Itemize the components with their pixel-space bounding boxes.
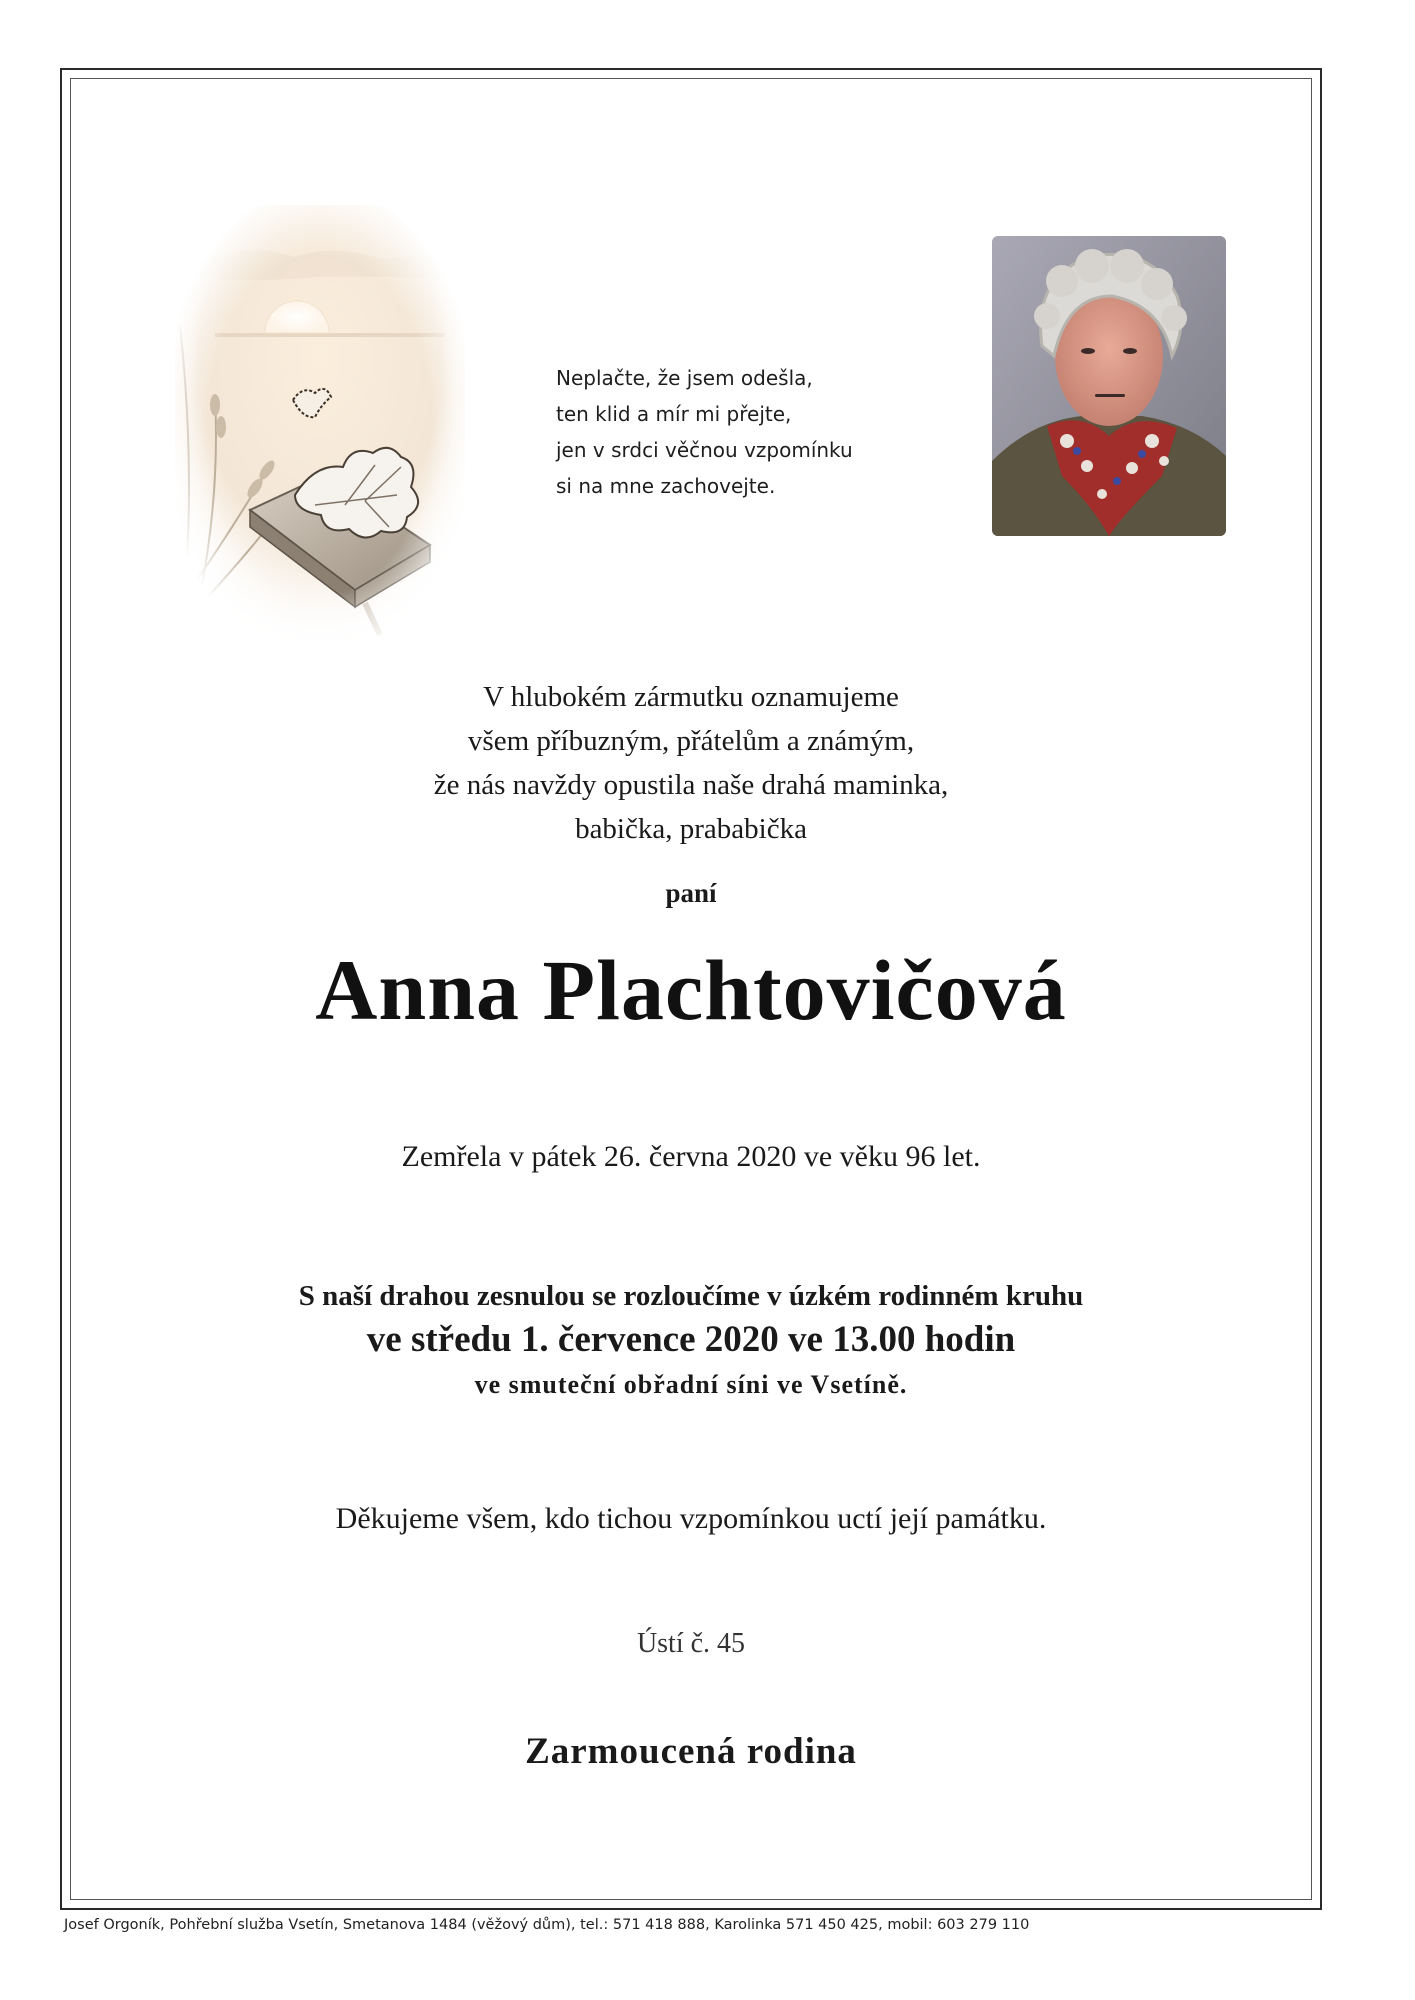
- signoff: Zarmoucená rodina: [525, 1731, 857, 1772]
- ceremony-location: ve smuteční obřadní síni ve Vsetíně.: [474, 1370, 908, 1399]
- portrait-photo: [992, 236, 1226, 536]
- death-notice: Zemřela v pátek 26. června 2020 ve věku 96 let.: [401, 1140, 981, 1173]
- honorific: paní: [665, 878, 717, 908]
- announcement-line: všem příbuzným, přátelům a známým,: [467, 725, 915, 757]
- announcement: [70, 675, 1312, 851]
- funeral-service-footer: Josef Orgoník, Pohřební služba Vsetín, Smetanova 1484 (věžový dům), tel.: 571 418 888, Karolinka 571 450 425, mobil: 603 279 110: [64, 1917, 1030, 1933]
- poem-line: ten klid a mír mi přejte,: [556, 402, 792, 426]
- poem: [556, 360, 916, 504]
- ceremony-line-1: S naší drahou zesnulou se rozloučíme v úzkém rodinném kruhu: [298, 1280, 1084, 1312]
- announcement-line: že nás navždy opustila naše drahá maminka,: [433, 769, 949, 801]
- memorial-illustration: [175, 205, 465, 645]
- poem-line: Neplačte, že jsem odešla,: [556, 366, 813, 390]
- thanks-message: Děkujeme všem, kdo tichou vzpomínkou uctí její památku.: [335, 1502, 1047, 1535]
- deceased-name: Anna Plachtovičová: [315, 942, 1067, 1038]
- ceremony-date-time: ve středu 1. července 2020 ve 13.00 hodin: [366, 1319, 1016, 1360]
- family-address: Ústí č. 45: [636, 1628, 746, 1659]
- announcement-line: babička, prababička: [575, 813, 807, 845]
- vignette: [175, 205, 465, 645]
- poem-line: jen v srdci věčnou vzpomínku: [556, 438, 853, 462]
- announcement-line: V hlubokém zármutku oznamujeme: [483, 681, 899, 713]
- poem-line: si na mne zachovejte.: [556, 474, 776, 498]
